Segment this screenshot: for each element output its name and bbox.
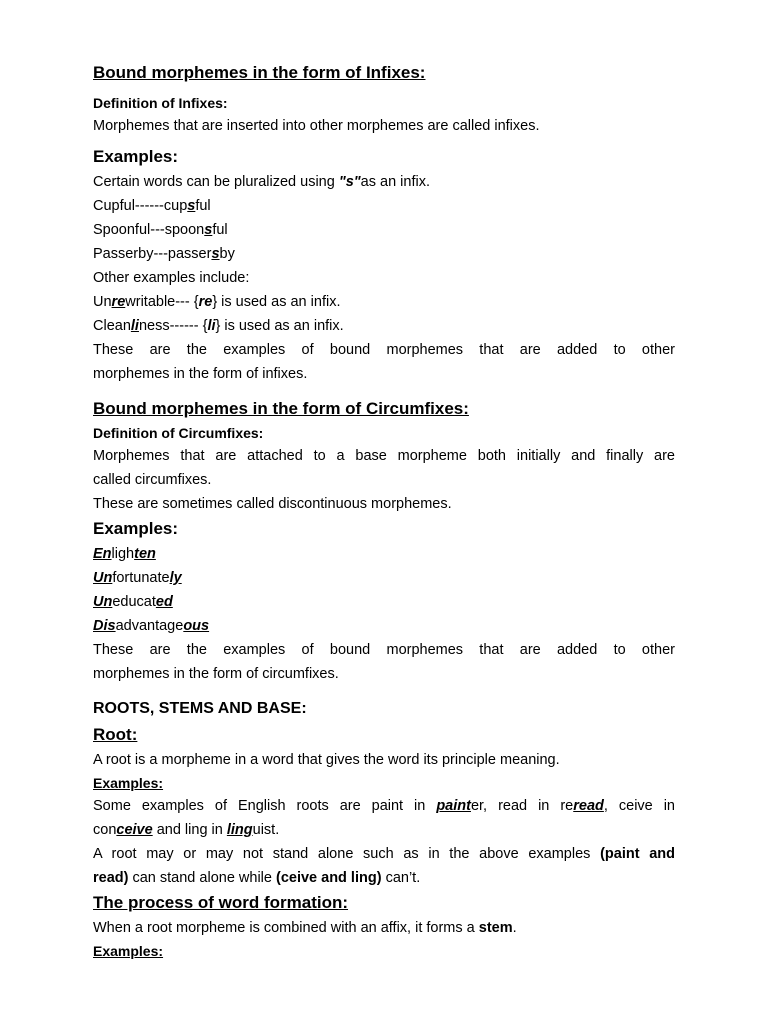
plural-infix: s (187, 198, 196, 214)
circumfixes-note: These are sometimes called discontinuous morphemes. (93, 496, 452, 512)
circumfixes-definition-line-2: called circumfixes. (93, 472, 212, 488)
circumfixes-definition-label: Definition of Circumfixes: (93, 425, 264, 441)
roots-heading: ROOTS, STEMS AND BASE: (93, 700, 307, 717)
intro-mark: "s" (338, 174, 361, 190)
base-part: fortunate (112, 570, 170, 586)
infix-mark: li (130, 318, 139, 334)
suffix-part: ly (169, 570, 182, 586)
circumfix-example-4 (93, 614, 675, 638)
infixes-heading: Bound morphemes in the form of Infixes: (93, 63, 426, 82)
plural-example-3 (93, 242, 675, 266)
formation-heading: The process of word formation: (93, 893, 349, 912)
text-part: uist. (252, 822, 280, 838)
circumfixes-heading: Bound morphemes in the form of Circumfixes: (93, 399, 469, 418)
other-examples-label: Other examples include: (93, 270, 250, 286)
text-part: , ceive in (603, 798, 675, 814)
text-part: con (93, 822, 117, 838)
word-part: writable--- { (125, 294, 199, 310)
circumfixes-summary-line-2: morphemes in the form of circumfixes. (93, 666, 339, 682)
document-page (93, 60, 675, 962)
plural-end: ful (195, 198, 211, 214)
other-example-1 (93, 290, 675, 314)
prefix-part: Un (93, 570, 113, 586)
word-part: Clean (93, 318, 131, 334)
infixes-summary-line-2: morphemes in the form of infixes. (93, 366, 308, 382)
base-part: educat (112, 594, 156, 610)
suffix-part: ous (183, 618, 210, 634)
root-mark: ceive (116, 822, 153, 838)
other-example-2 (93, 314, 675, 338)
base-part: advantage (115, 618, 184, 634)
bold-part: (ceive and ling) (275, 870, 382, 886)
text-part: Some examples of English roots are paint in (93, 798, 437, 814)
infixes-definition: Morphemes that are inserted into other morphemes are called infixes. (93, 118, 540, 134)
base-part: ligh (111, 546, 135, 562)
text-part: er, read in re (470, 798, 574, 814)
circumfixes-definition-line-1: Morphemes that are attached to a base morpheme both initially and finally are (93, 448, 675, 464)
suffix-part: ten (134, 546, 156, 562)
word-part: ness------ { (138, 318, 208, 334)
roots-examples-label: Examples: (93, 775, 164, 791)
text-part: can stand alone while (128, 870, 276, 886)
circumfix-example-2 (93, 566, 675, 590)
formation-examples-label: Examples: (93, 943, 164, 959)
plural-end: by (219, 246, 235, 262)
formation-text (93, 916, 675, 940)
circumfixes-summary-line-1: These are the examples of bound morphemes that are added to other (93, 642, 675, 658)
infix-mark: re (198, 294, 213, 310)
text-part: can’t. (381, 870, 421, 886)
plural-example-2 (93, 218, 675, 242)
plural-base: Spoonful---spoon (93, 222, 205, 238)
word-part: } is used as an infix. (212, 294, 341, 310)
text-part: . (512, 920, 517, 936)
prefix-part: Dis (93, 618, 116, 634)
circumfixes-examples-label: Examples: (93, 519, 179, 538)
prefix-part: Un (93, 594, 113, 610)
suffix-part: ed (155, 594, 173, 610)
circumfix-example-3 (93, 590, 675, 614)
intro-text: Certain words can be pluralized using (93, 174, 339, 190)
bold-part: stem (478, 920, 513, 936)
roots-example-line-2 (93, 818, 675, 842)
infix-mark: re (111, 294, 126, 310)
infix-mark: li (207, 318, 216, 334)
infixes-definition-label: Definition of Infixes: (93, 95, 228, 111)
infixes-examples-label: Examples: (93, 147, 179, 166)
text-part: A root may or may not stand alone such as in the above examples (93, 846, 601, 862)
roots-alone-line-2 (93, 866, 675, 890)
root-mark: read (573, 798, 604, 814)
root-mark: paint (436, 798, 471, 814)
root-mark: ling (226, 822, 253, 838)
bold-part: (paint and (600, 846, 675, 862)
infixes-intro (93, 170, 675, 194)
plural-example-1 (93, 194, 675, 218)
circumfix-example-1 (93, 542, 675, 566)
bold-part: read) (93, 870, 129, 886)
word-part: Un (93, 294, 112, 310)
plural-end: ful (212, 222, 228, 238)
plural-infix: s (211, 246, 220, 262)
plural-base: Passerby---passer (93, 246, 212, 262)
text-part: and ling in (152, 822, 227, 838)
infixes-summary-line-1: These are the examples of bound morphemes that are added to other (93, 342, 675, 358)
plural-infix: s (204, 222, 213, 238)
prefix-part: En (93, 546, 112, 562)
root-definition: A root is a morpheme in a word that gives the word its principle meaning. (93, 752, 560, 768)
roots-alone-line-1 (93, 842, 675, 866)
word-part: } is used as an infix. (215, 318, 344, 334)
text-part: When a root morpheme is combined with an affix, it forms a (93, 920, 479, 936)
plural-base: Cupful------cup (93, 198, 188, 214)
intro-text-end: as an infix. (360, 174, 430, 190)
roots-example-line-1 (93, 794, 675, 818)
root-label: Root: (93, 725, 138, 744)
